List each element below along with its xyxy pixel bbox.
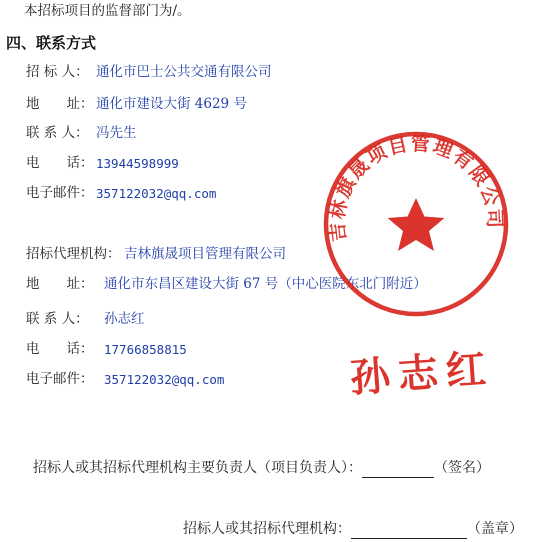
agency-contact-value: 孙志红	[104, 311, 145, 327]
sign-line-1	[33, 458, 490, 478]
sign-line-1-label: 招标人或其招标代理机构主要负责人（项目负责人）：	[33, 460, 362, 476]
seal-graphic	[318, 126, 514, 322]
agency-address-label: 地 址：	[26, 276, 94, 292]
company-seal	[318, 126, 514, 322]
tenderer-name-label: 招 标 人：	[26, 64, 89, 80]
agency-phone-label: 电 话：	[26, 341, 94, 357]
agency-contact-label: 联 系 人：	[26, 311, 89, 327]
tenderer-address-value: 通化市建设大街 4629 号	[96, 96, 247, 112]
tenderer-phone-value: 13944598999	[96, 156, 179, 171]
agency-email-label: 电子邮件：	[26, 371, 94, 387]
star-icon	[388, 198, 445, 251]
agency-name-label: 招标代理机构：	[26, 246, 121, 262]
tenderer-name-value: 通化市巴士公共交通有限公司	[96, 64, 272, 80]
sign-line-2-suffix: （盖章）	[467, 521, 523, 537]
agency-address-value: 通化市东昌区建设大街 67 号（中心医院东北门附近）	[104, 276, 427, 292]
intro-line: 本招标项目的监督部门为/。	[24, 3, 191, 19]
tenderer-phone-label: 电 话：	[26, 155, 94, 171]
agency-phone-value: 17766858815	[104, 342, 187, 357]
tenderer-address-label: 地 址：	[26, 96, 94, 112]
sign-line-1-suffix: （签名）	[434, 460, 490, 476]
section-heading: 四、联系方式	[6, 34, 97, 52]
tenderer-email-label: 电子邮件：	[26, 185, 94, 201]
agency-email-value[interactable]: 357122032@qq.com	[104, 372, 225, 387]
seal-ring-text: 吉林旗晟项目管理有限公司	[326, 132, 506, 243]
tenderer-contact-label: 联 系 人：	[26, 125, 89, 141]
tenderer-email-value[interactable]: 357122032@qq.com	[96, 186, 217, 201]
sign-line-2	[183, 519, 523, 539]
tenderer-contact-value: 冯先生	[96, 125, 137, 141]
sign-line-2-blank[interactable]	[351, 522, 467, 539]
sign-line-1-blank[interactable]	[362, 461, 434, 478]
signature: 孙志红	[348, 346, 496, 402]
agency-name-value: 吉林旗晟项目管理有限公司	[124, 246, 286, 262]
sign-line-2-label: 招标人或其招标代理机构：	[183, 521, 351, 537]
